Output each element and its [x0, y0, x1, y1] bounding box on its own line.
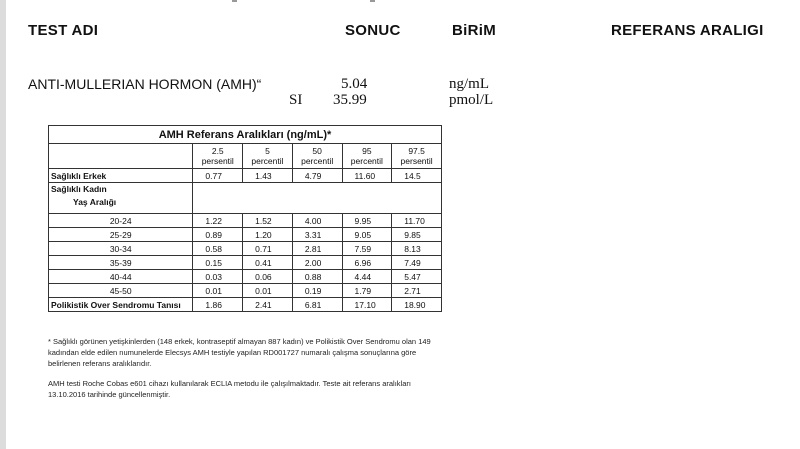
table-cell: 14.5 [392, 169, 442, 183]
si-label: SI [289, 92, 303, 108]
method-note: AMH testi Roche Cobas e601 cihazı kullanılarak ECLIA metodu ile çalışılmaktadır. Teste ait referans aralıkları 13.10.2016 tarihinde güncellenmiştir. [48, 379, 411, 399]
result-unit: ng/mL [449, 76, 489, 92]
percentile-header [292, 144, 342, 169]
table-cell: 9.05 [342, 228, 392, 242]
test-name: ANTI-MULLERIAN HORMON (AMH)“ [28, 76, 262, 92]
table-row [49, 169, 442, 183]
table-row [49, 228, 442, 242]
percentile-word: percentil [301, 156, 334, 166]
table-cell: 0.89 [193, 228, 243, 242]
age-range-label: Yaş Aralığı [73, 197, 117, 207]
percentile-value: 50 [312, 146, 322, 156]
table-row [49, 284, 442, 298]
table-title-row [49, 126, 442, 144]
table-cell: 1.52 [243, 214, 293, 228]
header-reference: REFERANS ARALIGI [611, 22, 764, 39]
row-label [49, 183, 193, 214]
si-value: 35.99 [333, 92, 367, 108]
table-row [49, 256, 442, 270]
percentile-header [243, 144, 293, 169]
percentile-header [342, 144, 392, 169]
percentile-value: 2.5 [211, 146, 224, 156]
header-result: SONUC [345, 22, 401, 39]
table-row [49, 270, 442, 284]
age-cell: 40-44 [49, 270, 193, 284]
page-edge [0, 0, 6, 449]
table-cell: 0.88 [292, 270, 342, 284]
table-cell: 2.41 [243, 298, 293, 312]
si-unit: pmol/L [449, 92, 494, 108]
table-cell: 4.79 [292, 169, 342, 183]
age-cell: 35-39 [49, 256, 193, 270]
empty-header-cell [49, 144, 193, 169]
footnote: * Sağlıklı görünen yetişkinlerden (148 erkek, kontraseptif almayan 887 kadın) ve Polikistik Over Sendromu olan 149 kadından elde edilen numunelerde Elecsys AMH testiyle yapılan RD001727 numaralı çalışma sonuçlarına göre belirlenen referans aralıklarıdır. [48, 337, 431, 368]
percentile-header [193, 144, 243, 169]
table-cell: 0.01 [243, 284, 293, 298]
table-cell: 9.95 [342, 214, 392, 228]
top-cut-mark [232, 0, 237, 2]
table-cell: 0.77 [193, 169, 243, 183]
table-cell: 9.85 [392, 228, 442, 242]
table-cell: 6.81 [292, 298, 342, 312]
table-cell: 1.43 [243, 169, 293, 183]
table-cell: 2.71 [392, 284, 442, 298]
table-cell: 0.71 [243, 242, 293, 256]
table-cell: 0.03 [193, 270, 243, 284]
table-title: AMH Referans Aralıkları (ng/mL)* [49, 126, 442, 144]
table-cell: 0.06 [243, 270, 293, 284]
reference-table [48, 125, 442, 312]
table-cell: 1.20 [243, 228, 293, 242]
table-cell: 18.90 [392, 298, 442, 312]
percentile-value: 5 [265, 146, 270, 156]
age-cell: 20-24 [49, 214, 193, 228]
header-unit: BiRiM [452, 22, 496, 39]
result-value: 5.04 [341, 76, 368, 92]
header-test-name: TEST ADI [28, 22, 99, 39]
table-cell: 1.22 [193, 214, 243, 228]
healthy-female-label: Sağlıklı Kadın [51, 184, 107, 194]
table-cell: 2.00 [292, 256, 342, 270]
table-cell: 1.86 [193, 298, 243, 312]
percentile-value: 97.5 [408, 146, 425, 156]
table-cell: 4.44 [342, 270, 392, 284]
top-cut-mark [370, 0, 375, 2]
table-cell: 4.00 [292, 214, 342, 228]
table-cell: 8.13 [392, 242, 442, 256]
age-cell: 25-29 [49, 228, 193, 242]
table-cell: 0.41 [243, 256, 293, 270]
percentile-value: 95 [362, 146, 372, 156]
table-cell: 2.81 [292, 242, 342, 256]
table-cell: 0.19 [292, 284, 342, 298]
table-cell: 0.15 [193, 256, 243, 270]
table-cell: 5.47 [392, 270, 442, 284]
row-label: Polikistik Over Sendromu Tanısı [49, 298, 193, 312]
percentile-word: percentil [350, 156, 383, 166]
table-cell: 7.49 [392, 256, 442, 270]
table-cell: 7.59 [342, 242, 392, 256]
table-cell: 11.70 [392, 214, 442, 228]
age-cell: 30-34 [49, 242, 193, 256]
table-cell: 0.58 [193, 242, 243, 256]
table-row [49, 242, 442, 256]
percentile-header-row [49, 144, 442, 169]
table-cell: 6.96 [342, 256, 392, 270]
percentile-word: persentil [201, 156, 234, 166]
table-row [49, 183, 442, 214]
table-row [49, 214, 442, 228]
percentile-word: persentil [400, 156, 433, 166]
percentile-word: percentil [251, 156, 284, 166]
table-row [49, 298, 442, 312]
table-cell: 0.01 [193, 284, 243, 298]
table-cell: 11.60 [342, 169, 392, 183]
row-label: Sağlıklı Erkek [49, 169, 193, 183]
table-cell: 1.79 [342, 284, 392, 298]
table-cell: 3.31 [292, 228, 342, 242]
table-cell: 17.10 [342, 298, 392, 312]
age-cell: 45-50 [49, 284, 193, 298]
empty-cell [193, 183, 442, 214]
percentile-header [392, 144, 442, 169]
